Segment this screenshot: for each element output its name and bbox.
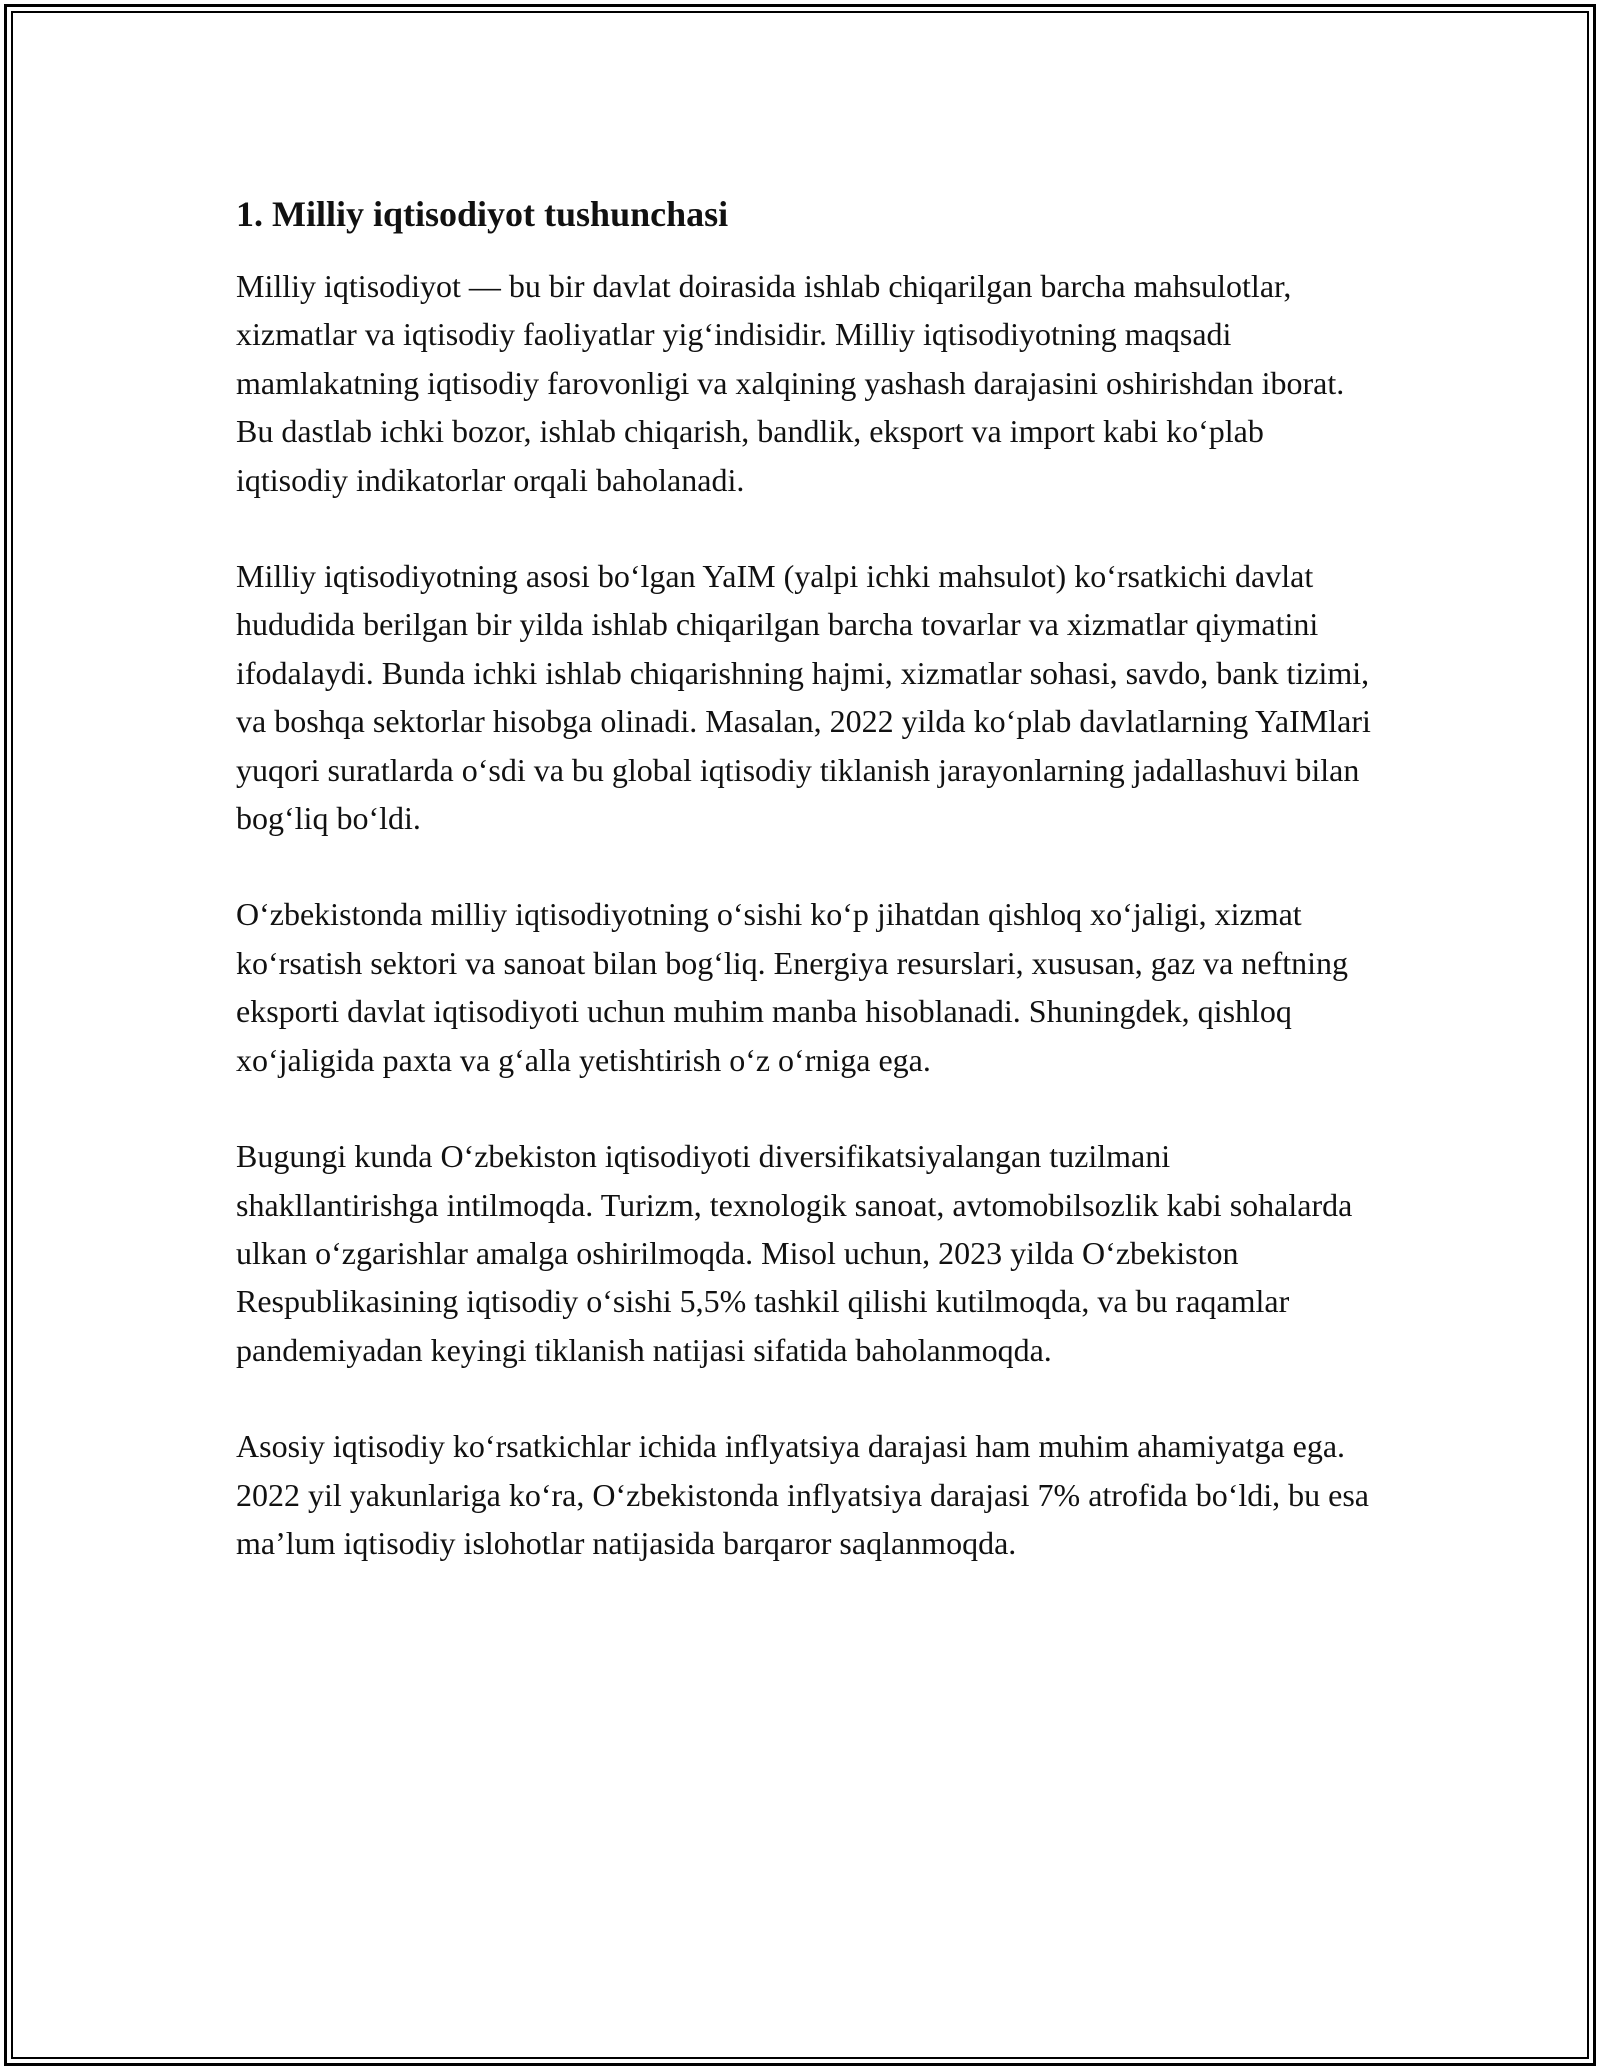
paragraph-diversification: Bugungi kunda O‘zbekiston iqtisodiyoti diversifikatsiyalangan tuzilmani shakllantirishga intilmoqda. Turizm, texnologik sanoat, avtomobilsozlik kabi sohalarda ulkan o‘zgarishlar amalga oshirilmoqda. Misol uchun, 2023 yilda O‘zbekiston Respublikasining iqtisodiy o‘sishi 5,5% tashkil qilishi kutilmoqda, va bu raqamlar pandemiyadan keyingi tiklanish natijasi sifatida baholanmoqda. xyxy=(236,1138,1353,1368)
paragraph-inflation: Asosiy iqtisodiy ko‘rsatkichlar ichida inflyatsiya darajasi ham muhim ahamiyatga ega. 2022 yil yakunlariga ko‘ra, O‘zbekistonda inflyatsiya darajasi 7% atrofida bo‘ldi, bu esa ma’lum iqtisodiy islohotlar natijasida barqaror saqlanmoqda. xyxy=(236,1428,1369,1561)
document-body xyxy=(236,186,1376,1615)
paragraph-uzbekistan-growth-sectors: O‘zbekistonda milliy iqtisodiyotning o‘sishi ko‘p jihatdan qishloq xo‘jaligi, xizmat ko‘rsatish sektori va sanoat bilan bog‘liq. Energiya resurslari, xususan, gaz va neftning eksporti davlat iqtisodiyoti uchun muhim manba hisoblanadi. Shuningdek, qishloq xo‘jaligida paxta va g‘alla yetishtirish o‘z o‘rniga ega. xyxy=(236,896,1349,1078)
paragraph-gdp: Milliy iqtisodiyotning asosi bo‘lgan YaIM (yalpi ichki mahsulot) ko‘rsatkichi davlat hududida berilgan bir yilda ishlab chiqarilgan barcha tovarlar va xizmatlar qiymatini ifodalaydi. Bunda ichki ishlab chiqarishning hajmi, xizmatlar sohasi, savdo, bank tizimi, va boshqa sektorlar hisobga olinadi. Masalan, 2022 yilda ko‘plab davlatlarning YaIMlari yuqori suratlarda o‘sdi va bu global iqtisodiy tiklanish jarayonlarning jadallashuvi bilan bog‘liq bo‘ldi. xyxy=(236,558,1371,837)
paragraph-national-economy-definition: Milliy iqtisodiyot — bu bir davlat doirasida ishlab chiqarilgan barcha mahsulotlar, xizmatlar va iqtisodiy faoliyatlar yig‘indisidir. Milliy iqtisodiyotning maqsadi mamlakatning iqtisodiy farovonligi va xalqining yashash darajasini oshirishdan iborat. Bu dastlab ichki bozor, ishlab chiqarish, bandlik, eksport va import kabi ko‘plab iqtisodiy indikatorlar orqali baholanadi. xyxy=(236,268,1345,498)
section-heading: 1. Milliy iqtisodiyot tushunchasi xyxy=(236,194,729,234)
